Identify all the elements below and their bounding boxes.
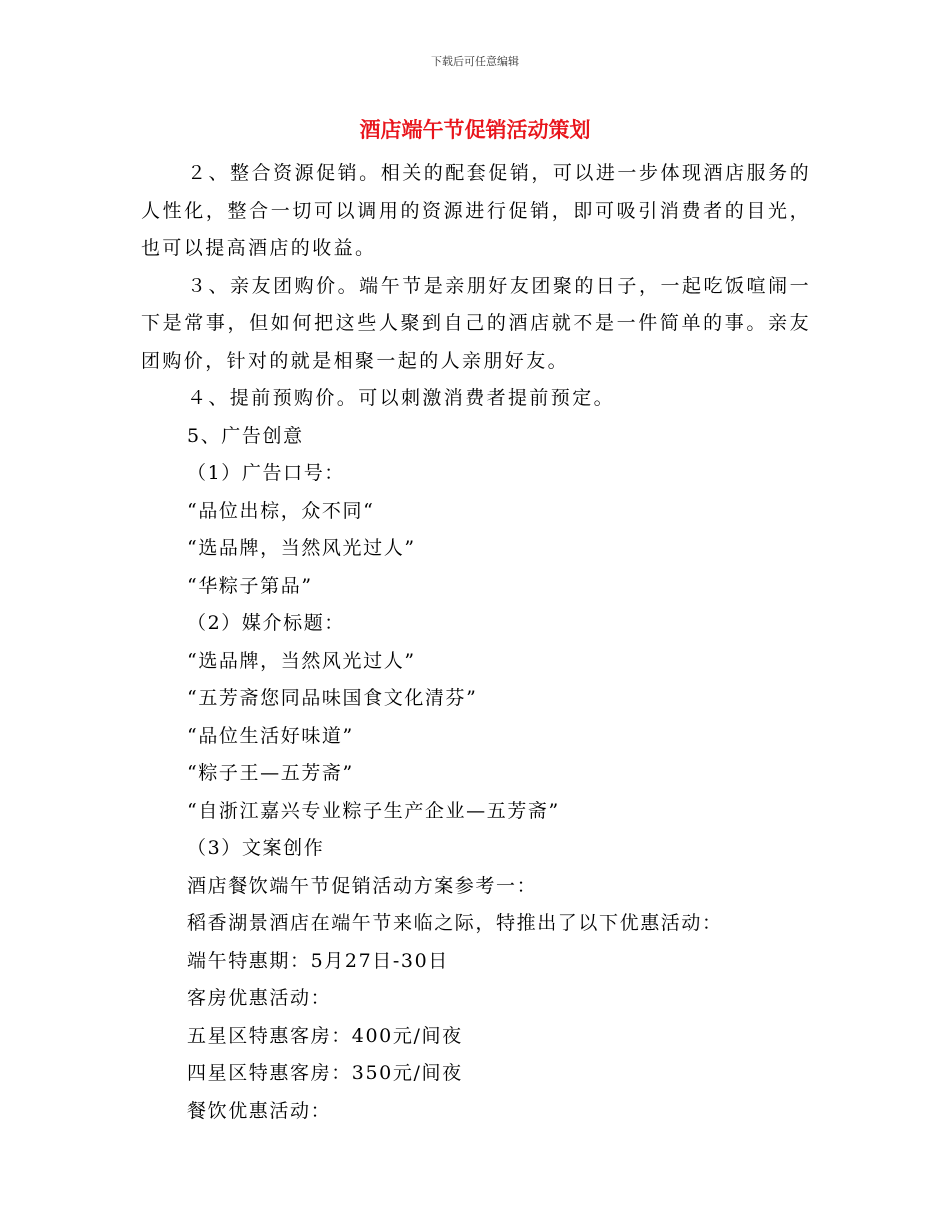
media-title-heading: （2）媒介标题：: [187, 612, 345, 634]
ad-slogan-heading: （1）广告口号：: [187, 462, 345, 484]
media-title-line: “品位生活好味道”: [187, 724, 354, 747]
copywriting-heading: （3）文案创作: [187, 837, 325, 859]
promotion-period-line: 端午特惠期：5月27日-30日: [187, 949, 449, 972]
slogan-line: “品位出棕，众不同“: [187, 499, 375, 522]
room-offer-line: 四星区特惠客房：350元/间夜: [187, 1062, 463, 1084]
room-offer-line: 五星区特惠客房：400元/间夜: [187, 1024, 463, 1047]
document-body: [141, 155, 811, 1130]
paragraph-3: ３、亲友团购价。端午节是亲朋好友团聚的日子，一起吃饭喧闹一下是常事，但如何把这些人聚到自己的酒店就不是一件简单的事。亲友团购价，针对的就是相聚一起的人亲朋好友。: [141, 274, 811, 372]
media-title-line: “选品牌，当然风光过人”: [187, 649, 416, 672]
media-title-line: “五芳斋您同品味国食文化清芬”: [187, 687, 478, 709]
media-title-line: “自浙江嘉兴专业粽子生产企业—五芳斋”: [187, 799, 560, 822]
paragraph-4: ４、提前预购价。可以刺激消费者提前预定。: [187, 387, 616, 409]
section-5-heading: 5、广告创意: [187, 424, 304, 447]
paragraph-2: ２、整合资源促销。相关的配套促销，可以进一步体现酒店服务的人性化，整合一切可以调用的资源进行促销，即可吸引消费者的目光，也可以提高酒店的收益。: [141, 162, 811, 259]
header-note: 下载后可任意编辑: [431, 55, 519, 68]
room-offer-heading: 客房优惠活动：: [187, 987, 332, 1009]
plan-reference-line: 酒店餐饮端午节促销活动方案参考一：: [187, 874, 538, 897]
media-title-line: “粽子王—五芳斋”: [187, 762, 354, 784]
promotion-intro-line: 稻香湖景酒店在端午节来临之际，特推出了以下优惠活动：: [187, 912, 723, 934]
slogan-line: “华粽子第品”: [187, 574, 313, 597]
document-title: 酒店端午节促销活动策划: [359, 118, 591, 142]
slogan-line: “选品牌，当然风光过人”: [187, 537, 416, 559]
dining-offer-heading: 餐饮优惠活动：: [187, 1099, 332, 1122]
